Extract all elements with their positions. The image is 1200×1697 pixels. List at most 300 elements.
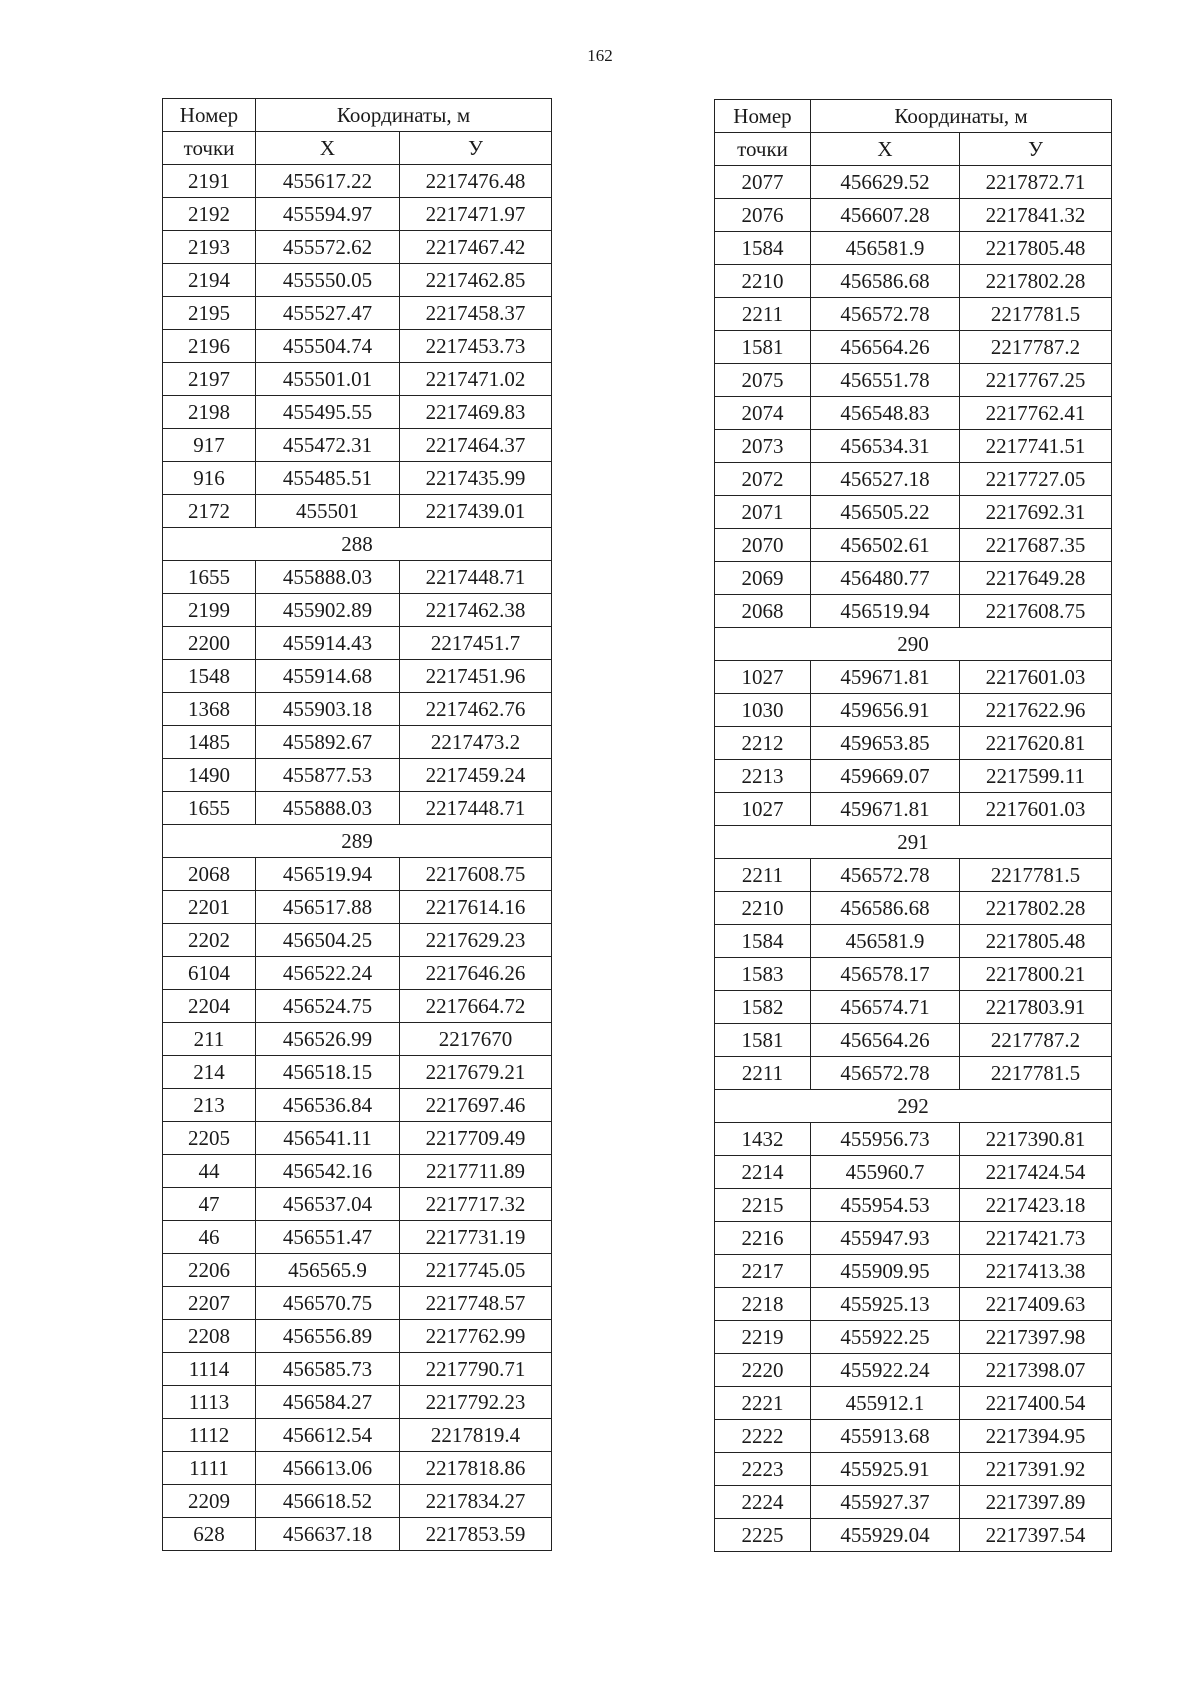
coordinates-table-left <box>162 98 552 1551</box>
x-coordinate-cell: 456612.54 <box>256 1419 400 1452</box>
table-row <box>715 331 1112 364</box>
x-coordinate-cell: 456537.04 <box>256 1188 400 1221</box>
table-row <box>163 1386 552 1419</box>
point-number-cell: 44 <box>163 1155 256 1188</box>
x-column-header: X <box>811 133 960 166</box>
table-row <box>715 1453 1112 1486</box>
y-coordinate-cell: 2217649.28 <box>960 562 1112 595</box>
point-number-cell: 2224 <box>715 1486 811 1519</box>
point-number-cell: 2210 <box>715 892 811 925</box>
x-coordinate-cell: 455527.47 <box>256 297 400 330</box>
table-row <box>715 694 1112 727</box>
point-number-cell: 211 <box>163 1023 256 1056</box>
table-row <box>715 232 1112 265</box>
table-row <box>163 1188 552 1221</box>
x-coordinate-cell: 456572.78 <box>811 298 960 331</box>
y-coordinate-cell: 2217717.32 <box>400 1188 552 1221</box>
x-coordinate-cell: 455550.05 <box>256 264 400 297</box>
x-coordinate-cell: 456581.9 <box>811 925 960 958</box>
x-coordinate-cell: 456613.06 <box>256 1452 400 1485</box>
point-number-cell: 2209 <box>163 1485 256 1518</box>
y-coordinate-cell: 2217802.28 <box>960 265 1112 298</box>
x-coordinate-cell: 459669.07 <box>811 760 960 793</box>
x-coordinate-cell: 456565.9 <box>256 1254 400 1287</box>
y-coordinate-cell: 2217805.48 <box>960 925 1112 958</box>
table-row <box>715 1024 1112 1057</box>
y-coordinate-cell: 2217473.2 <box>400 726 552 759</box>
table-row <box>163 1089 552 1122</box>
point-number-cell: 2220 <box>715 1354 811 1387</box>
point-number-cell: 2200 <box>163 627 256 660</box>
table-row <box>163 924 552 957</box>
y-coordinate-cell: 2217622.96 <box>960 694 1112 727</box>
x-coordinate-cell: 455913.68 <box>811 1420 960 1453</box>
table-row <box>163 1518 552 1551</box>
y-coordinate-cell: 2217397.89 <box>960 1486 1112 1519</box>
table-row <box>163 1023 552 1056</box>
x-coordinate-cell: 459671.81 <box>811 793 960 826</box>
x-coordinate-cell: 456586.68 <box>811 892 960 925</box>
x-coordinate-cell: 455954.53 <box>811 1189 960 1222</box>
y-coordinate-cell: 2217439.01 <box>400 495 552 528</box>
table-row <box>163 1320 552 1353</box>
point-number-cell: 1490 <box>163 759 256 792</box>
coordinates-header: Координаты, м <box>811 100 1112 133</box>
point-number-cell: 2068 <box>715 595 811 628</box>
point-number-cell: 2216 <box>715 1222 811 1255</box>
point-number-cell: 2072 <box>715 463 811 496</box>
table-row <box>163 1485 552 1518</box>
section-row <box>163 825 552 858</box>
table-row <box>715 1156 1112 1189</box>
y-coordinate-cell: 2217802.28 <box>960 892 1112 925</box>
y-coordinate-cell: 2217818.86 <box>400 1452 552 1485</box>
table-row <box>163 891 552 924</box>
point-number-cell: 1114 <box>163 1353 256 1386</box>
x-coordinate-cell: 455925.91 <box>811 1453 960 1486</box>
y-coordinate-cell: 2217711.89 <box>400 1155 552 1188</box>
y-coordinate-cell: 2217762.99 <box>400 1320 552 1353</box>
coordinates-header: Координаты, м <box>256 99 552 132</box>
point-number-cell: 1112 <box>163 1419 256 1452</box>
table-row <box>715 1189 1112 1222</box>
point-number-cell: 2194 <box>163 264 256 297</box>
section-number: 289 <box>163 825 552 858</box>
x-coordinate-cell: 456578.17 <box>811 958 960 991</box>
table-row <box>715 463 1112 496</box>
table-row <box>715 298 1112 331</box>
y-coordinate-cell: 2217397.98 <box>960 1321 1112 1354</box>
y-coordinate-cell: 2217841.32 <box>960 199 1112 232</box>
table-row <box>715 430 1112 463</box>
point-number-cell: 2223 <box>715 1453 811 1486</box>
table-row <box>715 661 1112 694</box>
y-coordinate-cell: 2217448.71 <box>400 561 552 594</box>
y-coordinate-cell: 2217462.85 <box>400 264 552 297</box>
y-column-header: У <box>400 132 552 165</box>
point-number-cell: 2076 <box>715 199 811 232</box>
x-coordinate-cell: 456517.88 <box>256 891 400 924</box>
point-number-cell: 2217 <box>715 1255 811 1288</box>
table-row <box>715 496 1112 529</box>
table-row <box>163 1353 552 1386</box>
x-coordinate-cell: 455956.73 <box>811 1123 960 1156</box>
y-coordinate-cell: 2217741.51 <box>960 430 1112 463</box>
point-number-cell: 1584 <box>715 925 811 958</box>
point-number-cell: 2207 <box>163 1287 256 1320</box>
x-coordinate-cell: 456480.77 <box>811 562 960 595</box>
table-row <box>715 991 1112 1024</box>
table-row <box>163 264 552 297</box>
y-coordinate-cell: 2217664.72 <box>400 990 552 1023</box>
point-number-cell: 2077 <box>715 166 811 199</box>
section-number: 288 <box>163 528 552 561</box>
point-number-cell: 213 <box>163 1089 256 1122</box>
table-row <box>163 1254 552 1287</box>
table-row <box>715 562 1112 595</box>
table-row <box>715 1255 1112 1288</box>
x-coordinate-cell: 455472.31 <box>256 429 400 462</box>
y-coordinate-cell: 2217608.75 <box>400 858 552 891</box>
x-coordinate-cell: 456584.27 <box>256 1386 400 1419</box>
y-coordinate-cell: 2217462.38 <box>400 594 552 627</box>
y-coordinate-cell: 2217390.81 <box>960 1123 1112 1156</box>
point-number-cell: 2211 <box>715 1057 811 1090</box>
table-row <box>715 859 1112 892</box>
point-number-cell: 2214 <box>715 1156 811 1189</box>
point-number-cell: 2211 <box>715 859 811 892</box>
y-coordinate-cell: 2217800.21 <box>960 958 1112 991</box>
x-coordinate-cell: 456637.18 <box>256 1518 400 1551</box>
table-row <box>715 364 1112 397</box>
point-number-cell: 2202 <box>163 924 256 957</box>
x-coordinate-cell: 455888.03 <box>256 792 400 825</box>
y-coordinate-cell: 2217731.19 <box>400 1221 552 1254</box>
y-coordinate-cell: 2217476.48 <box>400 165 552 198</box>
table-row <box>163 396 552 429</box>
table-row <box>715 892 1112 925</box>
table-row <box>163 594 552 627</box>
point-number-cell: 1583 <box>715 958 811 991</box>
section-row <box>715 628 1112 661</box>
x-coordinate-cell: 456618.52 <box>256 1485 400 1518</box>
table-row <box>163 759 552 792</box>
x-coordinate-cell: 456556.89 <box>256 1320 400 1353</box>
y-coordinate-cell: 2217471.97 <box>400 198 552 231</box>
y-coordinate-cell: 2217459.24 <box>400 759 552 792</box>
y-coordinate-cell: 2217458.37 <box>400 297 552 330</box>
section-row <box>163 528 552 561</box>
x-coordinate-cell: 455902.89 <box>256 594 400 627</box>
table-row <box>715 265 1112 298</box>
x-coordinate-cell: 455617.22 <box>256 165 400 198</box>
table-row <box>163 429 552 462</box>
table-row <box>715 793 1112 826</box>
y-coordinate-cell: 2217781.5 <box>960 1057 1112 1090</box>
point-number-cell: 2197 <box>163 363 256 396</box>
point-number-cell: 1582 <box>715 991 811 1024</box>
point-number-cell: 47 <box>163 1188 256 1221</box>
table-row <box>163 858 552 891</box>
x-coordinate-cell: 456570.75 <box>256 1287 400 1320</box>
table-row <box>163 957 552 990</box>
point-number-cell: 2225 <box>715 1519 811 1552</box>
point-number-cell: 917 <box>163 429 256 462</box>
y-coordinate-cell: 2217409.63 <box>960 1288 1112 1321</box>
table-row <box>163 462 552 495</box>
y-coordinate-cell: 2217451.7 <box>400 627 552 660</box>
point-number-cell: 2212 <box>715 727 811 760</box>
y-coordinate-cell: 2217787.2 <box>960 331 1112 364</box>
point-number-cell: 2069 <box>715 562 811 595</box>
table-row <box>715 1222 1112 1255</box>
table-row <box>715 529 1112 562</box>
y-coordinate-cell: 2217762.41 <box>960 397 1112 430</box>
point-number-header: Номер <box>715 100 811 133</box>
x-coordinate-cell: 455922.25 <box>811 1321 960 1354</box>
point-number-cell: 2201 <box>163 891 256 924</box>
x-coordinate-cell: 456518.15 <box>256 1056 400 1089</box>
x-coordinate-cell: 456502.61 <box>811 529 960 562</box>
table-row <box>715 1354 1112 1387</box>
x-coordinate-cell: 455903.18 <box>256 693 400 726</box>
y-coordinate-cell: 2217451.96 <box>400 660 552 693</box>
y-coordinate-cell: 2217471.02 <box>400 363 552 396</box>
table-row <box>163 297 552 330</box>
x-coordinate-cell: 455594.97 <box>256 198 400 231</box>
point-number-cell: 2210 <box>715 265 811 298</box>
x-coordinate-cell: 455912.1 <box>811 1387 960 1420</box>
x-coordinate-cell: 456629.52 <box>811 166 960 199</box>
point-number-cell: 1027 <box>715 661 811 694</box>
table-row <box>715 925 1112 958</box>
y-coordinate-cell: 2217424.54 <box>960 1156 1112 1189</box>
y-column-header: У <box>960 133 1112 166</box>
x-coordinate-cell: 455892.67 <box>256 726 400 759</box>
table-row <box>715 760 1112 793</box>
table-row <box>715 958 1112 991</box>
x-coordinate-cell: 455495.55 <box>256 396 400 429</box>
x-coordinate-cell: 456526.99 <box>256 1023 400 1056</box>
table-row <box>715 1519 1112 1552</box>
point-number-cell: 1027 <box>715 793 811 826</box>
table-row <box>163 561 552 594</box>
point-number-cell: 1485 <box>163 726 256 759</box>
point-number-cell: 1655 <box>163 561 256 594</box>
point-number-cell: 1113 <box>163 1386 256 1419</box>
point-number-cell: 2204 <box>163 990 256 1023</box>
point-number-cell: 2211 <box>715 298 811 331</box>
x-coordinate-cell: 459656.91 <box>811 694 960 727</box>
y-coordinate-cell: 2217394.95 <box>960 1420 1112 1453</box>
x-coordinate-cell: 455922.24 <box>811 1354 960 1387</box>
y-coordinate-cell: 2217745.05 <box>400 1254 552 1287</box>
point-number-cell: 2198 <box>163 396 256 429</box>
y-coordinate-cell: 2217692.31 <box>960 496 1112 529</box>
x-coordinate-cell: 455572.62 <box>256 231 400 264</box>
point-number-cell: 2070 <box>715 529 811 562</box>
y-coordinate-cell: 2217767.25 <box>960 364 1112 397</box>
y-coordinate-cell: 2217790.71 <box>400 1353 552 1386</box>
y-coordinate-cell: 2217400.54 <box>960 1387 1112 1420</box>
x-coordinate-cell: 455929.04 <box>811 1519 960 1552</box>
table-row <box>163 726 552 759</box>
point-number-header-sub: точки <box>715 133 811 166</box>
y-coordinate-cell: 2217792.23 <box>400 1386 552 1419</box>
y-coordinate-cell: 2217727.05 <box>960 463 1112 496</box>
x-coordinate-cell: 456551.47 <box>256 1221 400 1254</box>
y-coordinate-cell: 2217467.42 <box>400 231 552 264</box>
x-coordinate-cell: 455877.53 <box>256 759 400 792</box>
x-coordinate-cell: 459671.81 <box>811 661 960 694</box>
table-row <box>163 660 552 693</box>
section-row <box>715 1090 1112 1123</box>
x-coordinate-cell: 455504.74 <box>256 330 400 363</box>
table-row <box>715 166 1112 199</box>
x-coordinate-cell: 456519.94 <box>811 595 960 628</box>
y-coordinate-cell: 2217803.91 <box>960 991 1112 1024</box>
table-row <box>163 1122 552 1155</box>
section-number: 290 <box>715 628 1112 661</box>
y-coordinate-cell: 2217646.26 <box>400 957 552 990</box>
x-coordinate-cell: 456585.73 <box>256 1353 400 1386</box>
y-coordinate-cell: 2217781.5 <box>960 298 1112 331</box>
point-number-cell: 214 <box>163 1056 256 1089</box>
y-coordinate-cell: 2217614.16 <box>400 891 552 924</box>
table-row <box>163 198 552 231</box>
point-number-cell: 1655 <box>163 792 256 825</box>
x-coordinate-cell: 459653.85 <box>811 727 960 760</box>
y-coordinate-cell: 2217697.46 <box>400 1089 552 1122</box>
table-row <box>715 397 1112 430</box>
table-row <box>163 1056 552 1089</box>
x-coordinate-cell: 456527.18 <box>811 463 960 496</box>
y-coordinate-cell: 2217853.59 <box>400 1518 552 1551</box>
point-number-cell: 2172 <box>163 495 256 528</box>
x-coordinate-cell: 455914.68 <box>256 660 400 693</box>
point-number-cell: 1368 <box>163 693 256 726</box>
x-coordinate-cell: 455501.01 <box>256 363 400 396</box>
y-coordinate-cell: 2217670 <box>400 1023 552 1056</box>
y-coordinate-cell: 2217687.35 <box>960 529 1112 562</box>
point-number-cell: 2193 <box>163 231 256 264</box>
point-number-cell: 2218 <box>715 1288 811 1321</box>
x-coordinate-cell: 455914.43 <box>256 627 400 660</box>
point-number-cell: 1432 <box>715 1123 811 1156</box>
y-coordinate-cell: 2217469.83 <box>400 396 552 429</box>
y-coordinate-cell: 2217599.11 <box>960 760 1112 793</box>
x-coordinate-cell: 456581.9 <box>811 232 960 265</box>
table-row <box>163 990 552 1023</box>
point-number-cell: 1548 <box>163 660 256 693</box>
point-number-cell: 1584 <box>715 232 811 265</box>
y-coordinate-cell: 2217453.73 <box>400 330 552 363</box>
table-row <box>715 1420 1112 1453</box>
y-coordinate-cell: 2217601.03 <box>960 661 1112 694</box>
table-row <box>715 199 1112 232</box>
point-number-cell: 2205 <box>163 1122 256 1155</box>
point-number-cell: 1111 <box>163 1452 256 1485</box>
point-number-cell: 2068 <box>163 858 256 891</box>
table-row <box>163 363 552 396</box>
point-number-cell: 1030 <box>715 694 811 727</box>
x-coordinate-cell: 456548.83 <box>811 397 960 430</box>
x-coordinate-cell: 455909.95 <box>811 1255 960 1288</box>
point-number-cell: 916 <box>163 462 256 495</box>
x-coordinate-cell: 455947.93 <box>811 1222 960 1255</box>
x-coordinate-cell: 456572.78 <box>811 859 960 892</box>
y-coordinate-cell: 2217398.07 <box>960 1354 1112 1387</box>
point-number-cell: 1581 <box>715 1024 811 1057</box>
x-coordinate-cell: 456574.71 <box>811 991 960 1024</box>
y-coordinate-cell: 2217787.2 <box>960 1024 1112 1057</box>
section-number: 291 <box>715 826 1112 859</box>
table-row <box>715 1288 1112 1321</box>
point-number-cell: 2074 <box>715 397 811 430</box>
y-coordinate-cell: 2217748.57 <box>400 1287 552 1320</box>
point-number-cell: 2195 <box>163 297 256 330</box>
y-coordinate-cell: 2217413.38 <box>960 1255 1112 1288</box>
table-row <box>163 1419 552 1452</box>
y-coordinate-cell: 2217608.75 <box>960 595 1112 628</box>
point-number-cell: 628 <box>163 1518 256 1551</box>
point-number-header: Номер <box>163 99 256 132</box>
table-row <box>163 1287 552 1320</box>
section-row <box>715 826 1112 859</box>
table-row <box>163 627 552 660</box>
table-row <box>715 1387 1112 1420</box>
point-number-cell: 2192 <box>163 198 256 231</box>
table-row <box>715 1123 1112 1156</box>
table-row <box>163 330 552 363</box>
point-number-cell: 6104 <box>163 957 256 990</box>
x-coordinate-cell: 456564.26 <box>811 331 960 364</box>
x-coordinate-cell: 455960.7 <box>811 1156 960 1189</box>
y-coordinate-cell: 2217464.37 <box>400 429 552 462</box>
table-row <box>715 1486 1112 1519</box>
y-coordinate-cell: 2217819.4 <box>400 1419 552 1452</box>
coordinates-table-right <box>714 99 1112 1552</box>
x-coordinate-cell: 456505.22 <box>811 496 960 529</box>
y-coordinate-cell: 2217601.03 <box>960 793 1112 826</box>
y-coordinate-cell: 2217462.76 <box>400 693 552 726</box>
point-number-cell: 2071 <box>715 496 811 529</box>
x-coordinate-cell: 456534.31 <box>811 430 960 463</box>
point-number-cell: 2073 <box>715 430 811 463</box>
section-number: 292 <box>715 1090 1112 1123</box>
y-coordinate-cell: 2217781.5 <box>960 859 1112 892</box>
x-coordinate-cell: 455485.51 <box>256 462 400 495</box>
x-coordinate-cell: 456586.68 <box>811 265 960 298</box>
y-coordinate-cell: 2217421.73 <box>960 1222 1112 1255</box>
x-coordinate-cell: 456519.94 <box>256 858 400 891</box>
point-number-cell: 2213 <box>715 760 811 793</box>
point-number-cell: 2075 <box>715 364 811 397</box>
y-coordinate-cell: 2217834.27 <box>400 1485 552 1518</box>
y-coordinate-cell: 2217391.92 <box>960 1453 1112 1486</box>
table-row <box>163 792 552 825</box>
x-coordinate-cell: 455925.13 <box>811 1288 960 1321</box>
table-row <box>715 595 1112 628</box>
y-coordinate-cell: 2217448.71 <box>400 792 552 825</box>
y-coordinate-cell: 2217679.21 <box>400 1056 552 1089</box>
point-number-cell: 2196 <box>163 330 256 363</box>
table-row <box>163 1155 552 1188</box>
table-row <box>715 1321 1112 1354</box>
point-number-cell: 2199 <box>163 594 256 627</box>
y-coordinate-cell: 2217435.99 <box>400 462 552 495</box>
y-coordinate-cell: 2217805.48 <box>960 232 1112 265</box>
